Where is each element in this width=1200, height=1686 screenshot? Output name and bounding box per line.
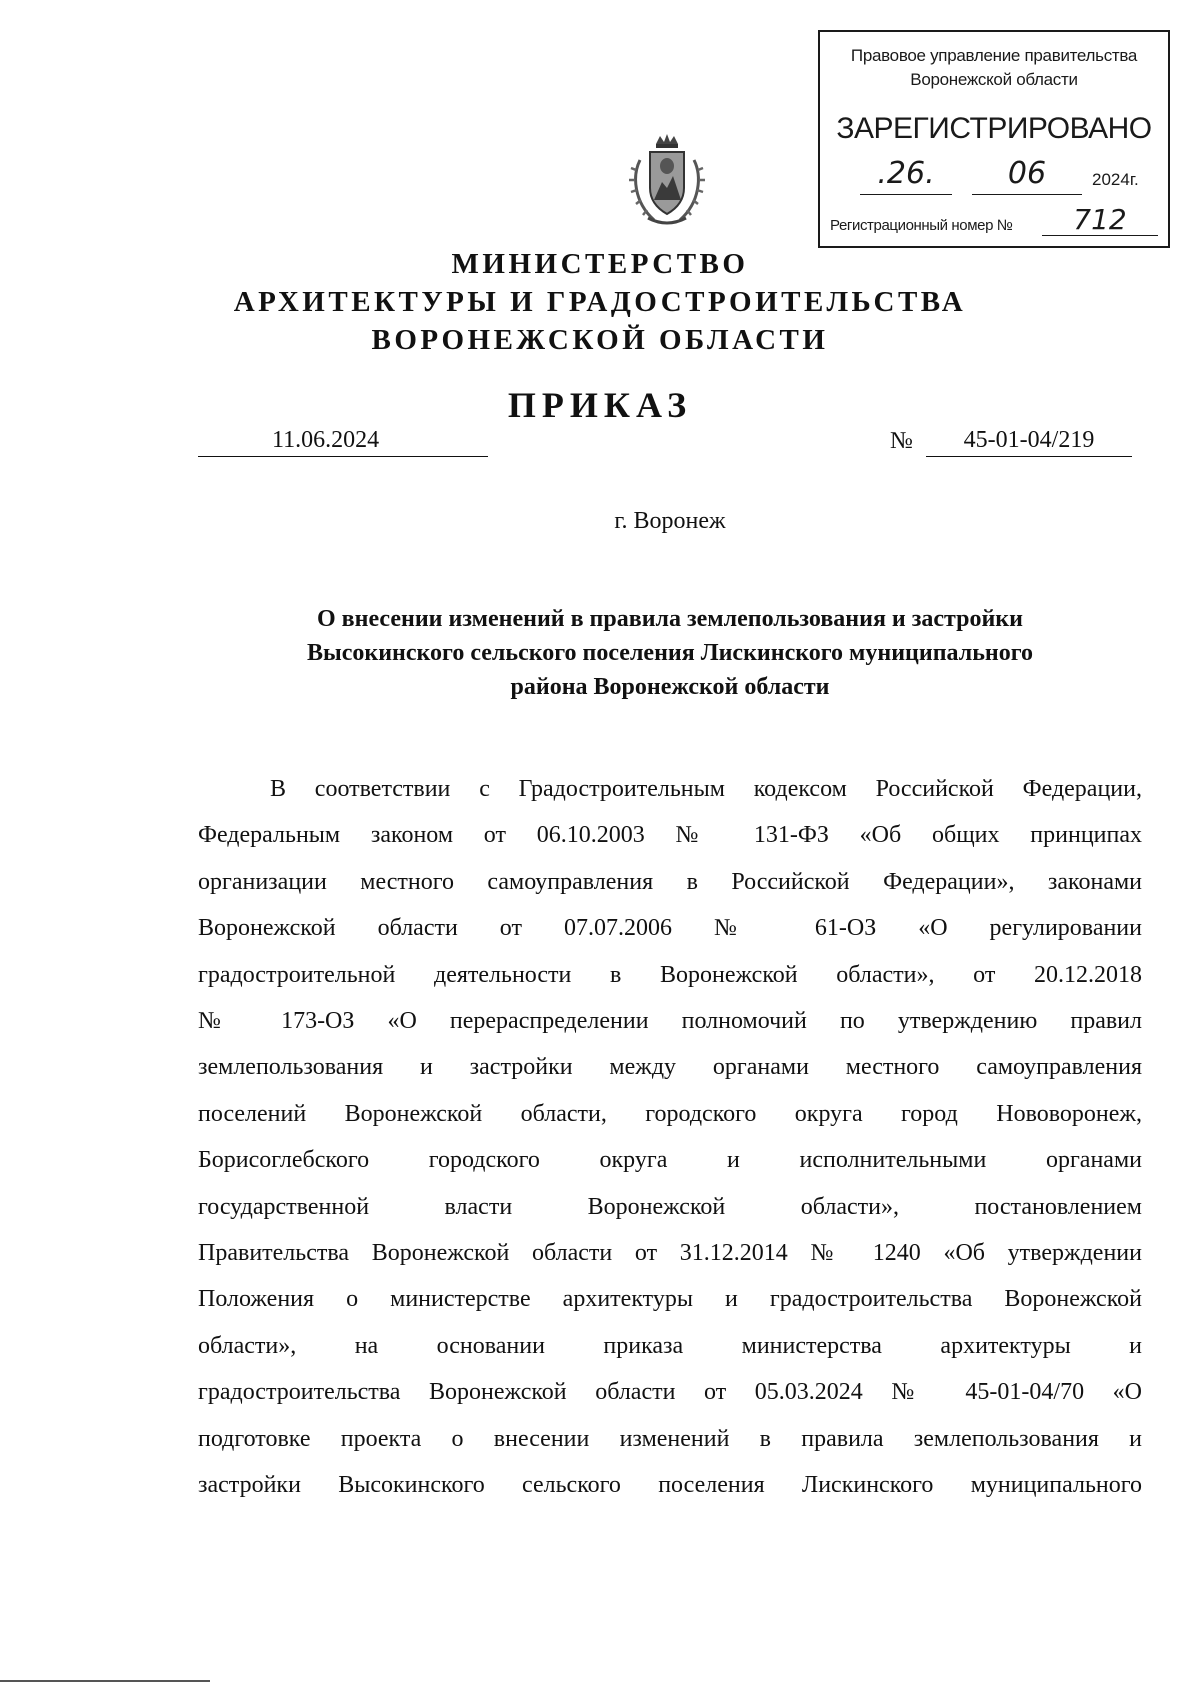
ministry-name-line3: ВОРОНЕЖСКОЙ ОБЛАСТИ: [371, 324, 829, 356]
body-line: В соответствии с Градостроительным кодексом Российской Федерации,: [270, 776, 1142, 802]
stamp-registration-label: Регистрационный номер №: [830, 217, 1013, 234]
registration-stamp: [818, 30, 1170, 248]
order-number-label: №: [890, 428, 913, 454]
stamp-department-line2: Воронежской области: [910, 70, 1078, 89]
body-line: № 173-ОЗ «О перераспределении полномочий по утверждению правил: [198, 1008, 1142, 1034]
body-line: подготовке проекта о внесении изменений в правила землепользования и: [198, 1426, 1142, 1452]
stamp-date: [860, 154, 1156, 196]
body-line: градостроительства Воронежской области от 05.03.2024 № 45-01-04/70 «О: [198, 1379, 1142, 1405]
body-line: организации местного самоуправления в Российской Федерации», законами: [198, 869, 1142, 895]
stamp-month: 06: [972, 154, 1082, 195]
order-number-field: [926, 422, 1132, 457]
subject-line3: района Воронежской области: [510, 674, 830, 700]
body-line: государственной власти Воронежской области», постановлением: [198, 1194, 1142, 1220]
subject-line1: О внесении изменений в правила землепользования и застройки: [317, 606, 1023, 632]
stamp-registration-number: 712: [1042, 205, 1158, 236]
issue-city: г. Воронеж: [614, 508, 726, 534]
footer-divider: [0, 1680, 210, 1682]
body-line: поселений Воронежской области, городского округа город Нововоронеж,: [198, 1101, 1142, 1127]
body-line: градостроительной деятельности в Воронежской области», от 20.12.2018: [198, 962, 1142, 988]
body-line: землепользования и застройки между органами местного самоуправления: [198, 1054, 1142, 1080]
stamp-registration-row: [830, 203, 1158, 240]
document-type-title: ПРИКАЗ: [507, 385, 693, 425]
order-number: 45-01-04/219: [963, 427, 1095, 453]
stamp-status: ЗАРЕГИСТРИРОВАНО: [836, 112, 1152, 145]
ministry-name-line2: АРХИТЕКТУРЫ И ГРАДОСТРОИТЕЛЬСТВА: [233, 286, 967, 318]
ministry-name-line1: МИНИСТЕРСТВО: [451, 248, 749, 280]
stamp-year: 2024г.: [1092, 170, 1139, 189]
body-line: застройки Высокинского сельского поселения Лискинского муниципального: [198, 1472, 1142, 1498]
body-line: Федеральным законом от 06.10.2003 № 131-ФЗ «Об общих принципах: [198, 822, 1142, 848]
order-date-field: [198, 422, 488, 457]
stamp-day: .26.: [860, 154, 952, 195]
coat-of-arms-icon: [628, 130, 706, 230]
body-line: области», на основании приказа министерства архитектуры и: [198, 1333, 1142, 1359]
body-line: Правительства Воронежской области от 31.12.2014 № 1240 «Об утверждении: [198, 1240, 1142, 1266]
order-date: 11.06.2024: [272, 427, 380, 453]
stamp-department-line1: Правовое управление правительства: [850, 46, 1138, 65]
body-line: Борисоглебского городского округа и исполнительными органами: [198, 1147, 1142, 1173]
body-line: Положения о министерстве архитектуры и градостроительства Воронежской: [198, 1286, 1142, 1312]
subject-line2: Высокинского сельского поселения Лискинского муниципального: [306, 640, 1034, 666]
body-line: Воронежской области от 07.07.2006 № 61-ОЗ «О регулировании: [198, 915, 1142, 941]
